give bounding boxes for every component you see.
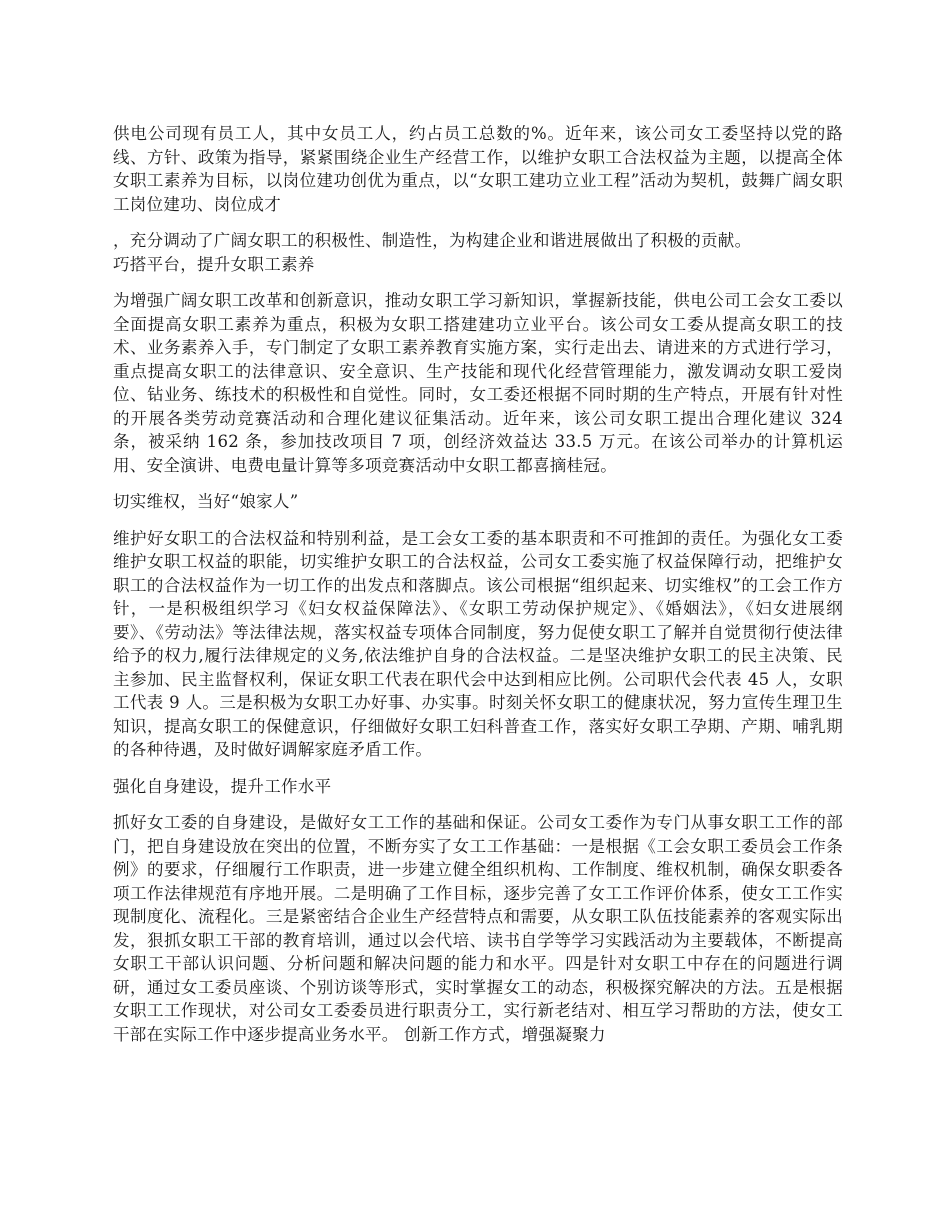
intro-paragraph-continued: ，充分调动了广阔女职工的积极性、制造性，为构建企业和谐进展做出了积极的贡献。: [113, 231, 752, 250]
section-heading-self-building: 强化自身建设，提升工作水平: [113, 776, 332, 796]
intro-paragraph: 供电公司现有员工人，其中女员工人，约占员工总数的%。近年来，该公司女工委坚持以党的路线、方针、政策为指导，紧紧围绕企业生产经营工作，以维护女职工合法权益为主题，以提高全体女职工素养为目标，以岗位建功创优为重点，以“女职工建功立业工程”活动为契机，鼓舞广阔女职工岗位建功、岗位成才: [113, 124, 843, 214]
platform-paragraph: 为增强广阔女职工改革和创新意识，推动女职工学习新知识，掌握新技能，供电公司工会女工委以全面提高女职工素养为重点，积极为女职工搭建建功立业平台。该公司女工委从提高女职工的技术、业务素养入手，专门制定了女职工素养教育实施方案，实行走出去、请进来的方式进行学习，重点提高女职工的法律意识、安全意识、生产技能和现代化经营管理能力，激发调动女职工爱岗位、钻业务、练技术的积极性和自觉性。同时，女工委还根据不同时期的生产特点，开展有针对性的开展各类劳动竞赛活动和合理化建议征集活动。近年来，该公司女职工提出合理化建议 324 条，被采纳 162 条，参加技改项目 7 项，创经济效益达 33.5 万元。在该公司举办的计算机运用、安全演讲、电费电量计算等多项竞赛活动中女职工都喜摘桂冠。: [113, 291, 843, 475]
self-building-paragraph: 抓好女工委的自身建设，是做好女工工作的基础和保证。公司女工委作为专门从事女职工工作的部门，把自身建设放在突出的位置，不断夯实了女工工作基础：一是根据《工会女职工委员会工作条例》的要求，仔细履行工作职责，进一步建立健全组织机构、工作制度、维权机制，确保女职委各项工作法律规范有序地开展。二是明确了工作目标，逐步完善了女工工作评价体系，使女工工作实现制度化、流程化。三是紧密结合企业生产经营特点和需要，从女职工队伍技能素养的客观实际出发，狠抓女职工干部的教育培训，通过以会代培、读书自学等学习实践活动为主要载体，不断提高女职工干部认识问题、分析问题和解决问题的能力和水平。四是针对女职工中存在的问题进行调研，通过女工委员座谈、个别访谈等形式，实时掌握女工的动态，积极探究解决的方法。五是根据女职工工作现状，对公司女工委委员进行职责分工，实行新老结对、相互学习帮助的方法，使女工干部在实际工作中逐步提高业务水平。 创新工作方式，增强凝聚力: [113, 813, 843, 1044]
rights-paragraph: 维护好女职工的合法权益和特别利益，是工会女工委的基本职责和不可推卸的责任。为强化女工委维护女职工权益的职能，切实维护女职工的合法权益，公司女工委实施了权益保障行动，把维护女职工的合法权益作为一切工作的出发点和落脚点。该公司根据“组织起来、切实维权”的工会工作方针，一是积极组织学习《妇女权益保障法》、《女职工劳动保护规定》、《婚姻法》，《妇女进展纲要》、《劳动法》等法律法规，落实权益专项体合同制度，努力促使女职工了解并自觉贯彻行使法律给予的权力,履行法律规定的义务,依法维护自身的合法权益。二是坚决维护女职工的民主决策、民主参加、民主监督权利，保证女职工代表在职代会中达到相应比例。公司职代会代表 45 人，女职工代表 9 人。三是积极为女职工办好事、办实事。时刻关怀女职工的健康状况，努力宣传生理卫生知识，提高女职工的保健意识，仔细做好女职工妇科普查工作，落实好女职工孕期、产期、哺乳期的各种待遇，及时做好调解家庭矛盾工作。: [113, 528, 843, 759]
section-heading-rights: 切实维权，当好“娘家人”: [113, 492, 299, 511]
section-heading-platform: 巧搭平台，提升女职工素养: [113, 254, 315, 274]
document-body: [113, 122, 843, 1046]
